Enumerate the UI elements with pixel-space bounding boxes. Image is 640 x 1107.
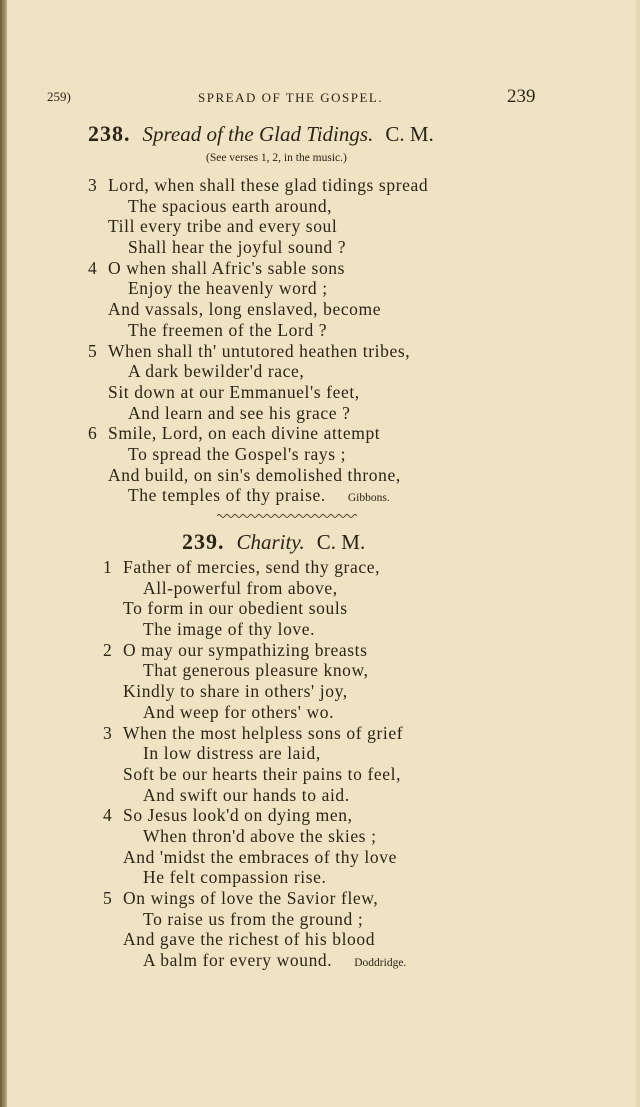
line-text [123,929,375,950]
line-words: A dark bewilder'd race, [128,361,305,382]
line-text [143,660,369,681]
verse-number: 4 [88,257,98,278]
line-text [143,578,338,599]
hymn-meter: C. M. [385,122,434,146]
hymn-number: 238. [88,121,131,146]
line-text [128,485,390,509]
line-words: When the most helpless sons of grief [123,722,404,743]
hymn-range: 259) [47,89,71,104]
line-text [128,196,332,217]
line-words: O when shall Afric's sable sons [108,257,346,278]
line-text [143,702,334,723]
page-binding-edge [0,0,7,1107]
verse-number: 3 [103,722,113,743]
line-text [123,805,353,826]
line-text [108,299,381,320]
line-words: And gave the richest of his blood [123,929,376,950]
hymn-author: Doddridge. [354,957,407,970]
line-text [123,847,397,868]
line-words: The spacious earth around, [128,195,333,216]
line-text [143,950,406,974]
line-text [108,465,401,486]
hymn-239-title [182,529,365,555]
line-text [128,320,327,341]
line-words: To spread the Gospel's rays ; [128,443,347,464]
hymn-number: 239. [182,529,225,554]
line-words: And vassals, long enslaved, become [108,299,382,320]
line-words: All-powerful from above, [143,577,338,598]
line-text [108,382,360,403]
line-words: He felt compassion rise. [143,867,327,888]
verse-number: 5 [103,888,113,908]
hymn-meter: C. M. [316,530,366,554]
hymn-238-title [88,121,434,147]
verse-number: 3 [88,175,98,195]
hymn-title: Charity. [236,530,305,554]
line-text [123,598,348,619]
verse-number: 5 [88,340,98,361]
hymn-author: Gibbons. [347,492,390,505]
line-text [123,723,403,744]
line-text [108,341,410,362]
line-words: To form in our obedient souls [123,598,348,619]
line-text [123,640,367,661]
line-words: Smile, Lord, on each divine attempt [108,423,381,444]
line-words: Enjoy the heavenly word ; [128,278,328,299]
page-number: 239 [507,86,536,107]
hymn-title: Spread of the Glad Tidings. [142,122,374,146]
line-words: That generous pleasure know, [143,660,369,681]
line-words: The temples of thy praise. [128,485,326,506]
line-words: To raise us from the ground ; [143,908,364,929]
line-text [123,681,348,702]
running-header [0,86,640,110]
line-words: And 'midst the embraces of thy love [123,846,397,867]
line-words: A balm for every wound. [143,950,333,971]
section-title: SPREAD OF THE GOSPEL. [198,90,384,105]
ornamental-rule [217,513,357,519]
line-text [143,785,350,806]
line-words: And learn and see his grace ? [128,402,351,423]
line-words: The freemen of the Lord ? [128,319,328,340]
line-words: Lord, when shall these glad tidings spread [108,175,429,195]
line-words: Shall hear the joyful sound ? [128,237,347,258]
line-words: So Jesus look'd on dying men, [123,805,353,826]
line-words: And weep for others' wo. [143,701,335,722]
verse-number: 4 [103,805,113,826]
line-text [128,361,304,382]
line-text [123,557,380,578]
line-words: When thron'd above the skies ; [143,825,377,846]
line-words: When shall th' untutored heathen tribes, [108,340,411,361]
line-text [108,175,428,196]
line-words: The image of thy love. [143,619,316,640]
line-text [143,909,363,930]
line-words: Till every tribe and every soul [108,216,338,237]
line-words: Kindly to share in others' joy, [123,681,348,702]
line-words: In low distress are laid, [143,743,321,764]
line-text [128,403,350,424]
line-text [108,423,380,444]
verse-number: 1 [103,557,113,577]
line-text [108,258,345,279]
line-words: Soft be our hearts their pains to feel, [123,763,402,784]
line-text [143,826,377,847]
line-text [128,237,346,258]
line-words: On wings of love the Savior flew, [123,888,379,908]
line-text [143,867,327,888]
line-words: Sit down at our Emmanuel's feet, [108,381,360,402]
line-text [123,888,378,909]
line-text [128,444,346,465]
hymn-note: (See verses 1, 2, in the music.) [206,152,347,164]
line-text [108,216,337,237]
verse-number: 6 [88,423,98,444]
line-text [128,278,328,299]
line-text [143,619,315,640]
line-text [143,743,321,764]
page-right-edge [636,0,640,1107]
line-words: And build, on sin's demolished throne, [108,464,401,485]
line-words: Father of mercies, send thy grace, [123,557,381,577]
verse-number: 2 [103,639,113,660]
line-words: And swift our hands to aid. [143,784,350,805]
line-text [123,764,401,785]
line-words: O may our sympathizing breasts [123,639,368,660]
